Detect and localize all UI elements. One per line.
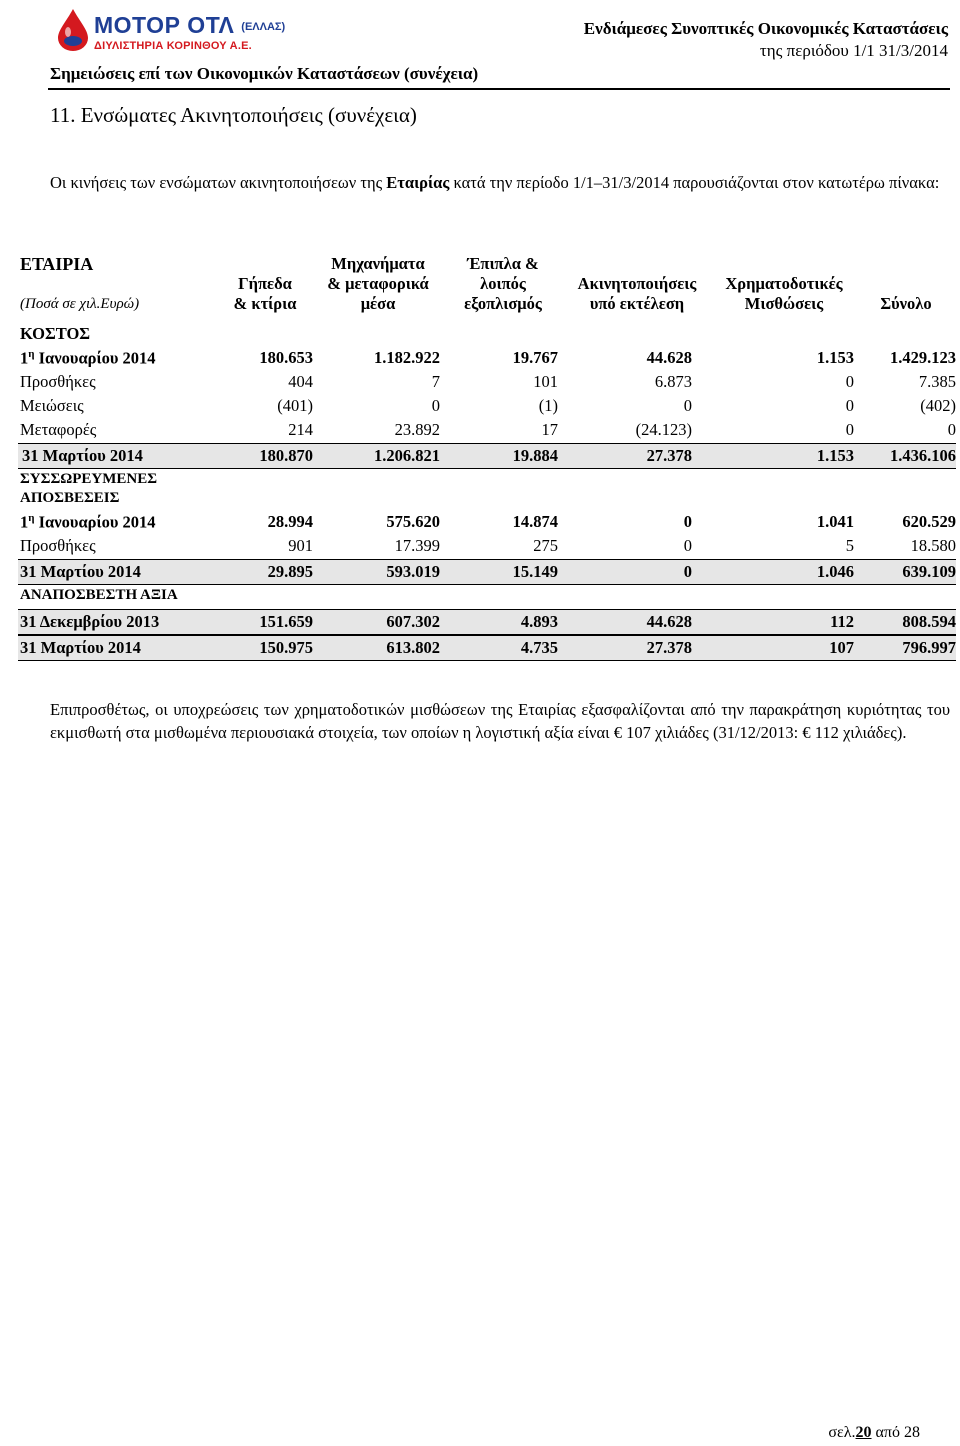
notes-title: Σημειώσεις επί των Οικονομικών Καταστάσεων (συνέχεια) — [50, 64, 479, 83]
page-number: σελ.20 από 28 — [828, 1424, 920, 1441]
col-header-assets-under-construction: Ακινητοποιήσεις υπό εκτέλεση — [577, 274, 697, 313]
report-title: Ενδιάμεσες Συνοπτικές Οικονομικές Καταστάσεις — [583, 19, 948, 38]
logo-name: ΜΟΤΟΡ ΟΤΛ (ΕΛΛΑΣ) — [94, 12, 286, 38]
company-logo — [50, 6, 286, 56]
logo-subtitle: ΔΙΥΛΙΣΤΗΡΙΑ ΚΟΡΙΝΘΟΥ Α.Ε. — [94, 40, 252, 52]
table-row: Μειώσεις (401) 0 (1) 0 0 (402) — [20, 396, 956, 415]
col-header-total: Σύνολο — [880, 294, 932, 313]
nbv-row-2014: 31 Μαρτίου 2014 150.975 613.802 4.735 27.378 107 796.997 — [18, 635, 956, 661]
report-header — [584, 18, 948, 62]
report-period: της περιόδου 1/1 31/3/2014 — [759, 41, 948, 60]
cost-total-row: 31 Μαρτίου 2014 180.870 1.206.821 19.884 27.378 1.153 1.436.106 — [18, 443, 956, 469]
col-header-furniture: Έπιπλα & λοιπός εξοπλισμός — [464, 254, 542, 313]
intro-paragraph: Οι κινήσεις των ενσώματων ακινητοποιήσεων της Εταιρίας κατά την περίοδο 1/1–31/3/2014 παρουσιάζονται στον κατωτέρω πίνακα: — [50, 173, 940, 192]
col-header-finance-leases: Χρηματοδοτικές Μισθώσεις — [725, 274, 843, 313]
nbv-row-2013: 31 Δεκεμβρίου 2013 151.659 607.302 4.893 44.628 112 808.594 — [18, 609, 956, 635]
header-divider — [48, 88, 950, 90]
oil-drop-icon — [56, 8, 90, 52]
net-book-value-heading: ΑΝΑΠΟΣΒΕΣΤΗ ΑΞΙΑ — [20, 587, 178, 603]
table-row: $1^\eta$ Ιανουαρίου 2014 28.994 575.620 14.874 0 1.041 620.529 — [20, 512, 956, 532]
cost-heading: ΚΟΣΤΟΣ — [20, 324, 91, 343]
finance-lease-note: Επιπροσθέτως, οι υποχρεώσεις των χρηματοδοτικών μισθώσεων της Εταιρίας εξασφαλίζονται από την παρακράτηση κυριότητας του εκμισθωτή στα μισθωμένα περιουσιακά στοιχεία, των οποίων η λογιστική αξία είναι € 107 χιλιάδες (31/12/2013: € 112 χιλιάδες). — [50, 700, 950, 742]
unit-label: (Ποσά σε χιλ.Ευρώ) — [20, 296, 140, 312]
depreciation-heading: ΣΥΣΣΩΡΕΥΜΕΝΕΣ ΑΠΟΣΒΕΣΕΙΣ — [20, 471, 158, 506]
table-row: $1^\eta$ Ιανουαρίου 2014 180.653 1.182.922 19.767 44.628 1.153 1.429.123 — [20, 348, 956, 368]
table-row: Προσθήκες 404 7 101 6.873 0 7.385 — [20, 372, 956, 391]
entity-label: ΕΤΑΙΡΙΑ — [20, 254, 94, 274]
col-header-machinery: Μηχανήματα & μεταφορικά μέσα — [327, 254, 429, 313]
depreciation-total-row: 31 Μαρτίου 2014 29.895 593.019 15.149 0 1.046 639.109 — [18, 559, 956, 585]
section-title: 11. Ενσώματες Ακινητοποιήσεις (συνέχεια) — [50, 103, 417, 127]
table-row: Μεταφορές 214 23.892 17 (24.123) 0 0 — [20, 420, 956, 439]
col-header-land-buildings: Γήπεδα & κτίρια — [233, 274, 297, 313]
table-row: Προσθήκες 901 17.399 275 0 5 18.580 — [20, 536, 956, 555]
